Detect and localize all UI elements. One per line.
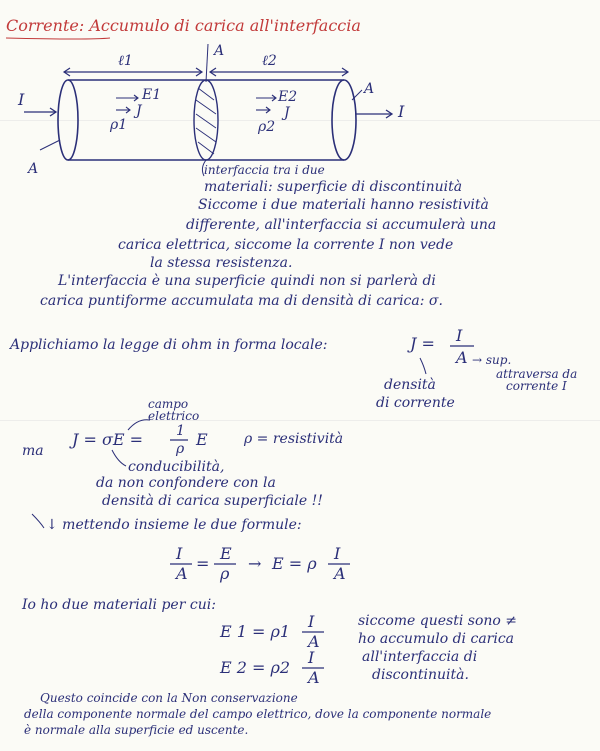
side-note-2: ho accumulo di carica (358, 631, 515, 647)
e-symbol: E (196, 430, 208, 449)
campo-note-2: elettrico (148, 409, 200, 423)
current-in-label: I (18, 90, 25, 109)
conclusion-line-1: Questo coincide con la Non conservazione (40, 691, 298, 705)
field-e2-label: E2 (278, 89, 298, 105)
ohm-arrow-note: → sup. (472, 353, 512, 367)
interface-caption-1: interfaccia tra i due (204, 163, 325, 177)
density-j-left-label: J (136, 103, 142, 119)
side-note-3: all'interfaccia di (362, 649, 478, 665)
comb-frac1-den: A (176, 564, 188, 583)
page-title: Corrente: Accumulo di carica all'interfaccia (6, 16, 361, 35)
frac-1-den: ρ (176, 441, 185, 457)
comb-frac3-num: I (334, 544, 341, 563)
paragraph1-line-2: differente, all'interfaccia si accumulerà una (186, 217, 497, 233)
ohm-intro: Applichiamo la legge di ohm in forma locale: (10, 337, 328, 353)
comb-frac1-num: I (176, 544, 183, 563)
density-note-1: densità (384, 377, 436, 393)
ohm-den: A (456, 348, 468, 367)
e2-num: I (308, 648, 315, 667)
rho2-label: ρ2 (258, 119, 276, 135)
two-materials-text: Io ho due materiali per cui: (22, 597, 216, 613)
length-1-label: ℓ1 (118, 53, 133, 69)
density-j-right-label: J (284, 105, 290, 121)
ohm-lhs: J = (410, 334, 435, 353)
side-note-4: discontinuità. (372, 667, 469, 683)
comb-frac2-num: E (220, 544, 232, 563)
paragraph2-line-2: carica puntiforme accumulata ma di densità di carica: σ. (40, 293, 443, 309)
conclusion-line-2: della componente normale del campo elettrico, dove la componente normale (24, 707, 492, 721)
paragraph1-line-4: la stessa resistenza. (150, 255, 293, 271)
area-left-label: A (28, 161, 39, 177)
comb-frac2-den: ρ (220, 564, 230, 583)
paragraph2-line-1: L'interfaccia è una superficie quindi non si parlerà di (58, 273, 436, 289)
conclusion-line-3: è normale alla superficie ed uscente. (24, 723, 249, 737)
comb-eq: = (196, 554, 210, 573)
current-out-label: I (398, 102, 405, 121)
side-note-1: siccome questi sono ≠ (358, 613, 518, 629)
paragraph1-line-3: carica elettrica, siccome la corrente I non vede (118, 237, 454, 253)
e2-lhs: E 2 = ρ2 (220, 658, 291, 677)
area-top-label: A (214, 43, 225, 59)
e1-den: A (308, 632, 320, 651)
e2-den: A (308, 668, 320, 687)
conduc-line-3: densità di carica superficiale !! (102, 493, 323, 509)
sigma-e-formula: J = σE = (72, 430, 144, 449)
ohm-note-line-2: corrente I (506, 379, 567, 393)
area-right-label: A (364, 81, 375, 97)
ohm-num: I (456, 326, 463, 345)
conduc-line-1: conducibilità, (128, 459, 225, 475)
comb-arrow: → (248, 554, 262, 573)
interface-caption-2: materiali: superficie di discontinuità (204, 179, 463, 195)
length-2-label: ℓ2 (262, 53, 277, 69)
rho1-label: ρ1 (110, 117, 128, 133)
frac-1-num: 1 (176, 423, 185, 439)
e1-lhs: E 1 = ρ1 (220, 622, 291, 641)
density-note-2: di corrente (376, 395, 455, 411)
e1-num: I (308, 612, 315, 631)
paragraph1-line-1: Siccome i due materiali hanno resistività (198, 197, 489, 213)
comb-rhs: E = ρ (272, 554, 317, 573)
field-e1-label: E1 (142, 87, 162, 103)
ma-label: ma (22, 443, 44, 459)
comb-frac3-den: A (334, 564, 346, 583)
rho-definition: ρ = resistività (244, 431, 344, 447)
campo-note-1: campo (148, 397, 189, 411)
ohm-note-line-1: attraversa da (496, 367, 578, 381)
combine-text: ↓ mettendo insieme le due formule: (46, 517, 302, 533)
conduc-line-2: da non confondere con la (96, 475, 276, 491)
